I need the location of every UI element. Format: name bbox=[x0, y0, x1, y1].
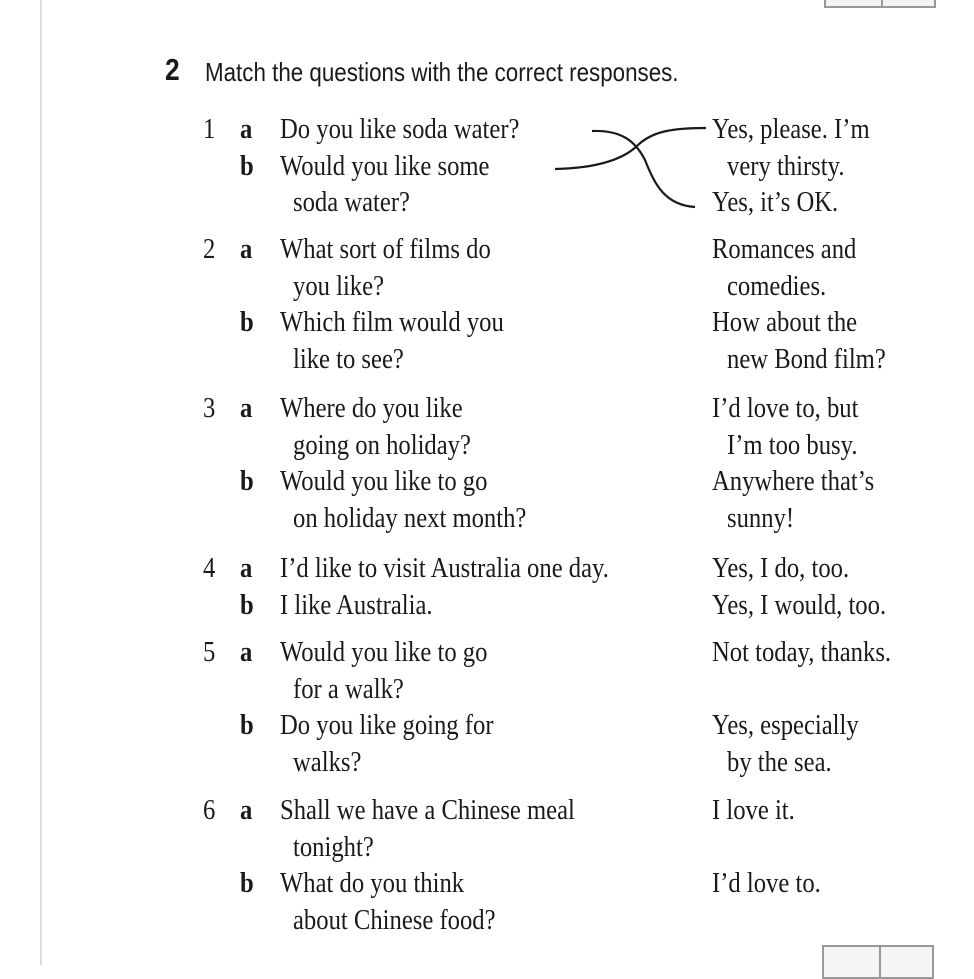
connector-1b-to-yes-please bbox=[555, 128, 706, 169]
question-text: soda water? bbox=[293, 187, 410, 218]
item-number: 3 bbox=[203, 393, 216, 424]
response-text: new Bond film? bbox=[727, 344, 886, 375]
response-text: Yes, I do, too. bbox=[712, 553, 850, 584]
item-number: 2 bbox=[203, 234, 216, 265]
response-text: very thirsty. bbox=[727, 151, 845, 182]
item-letter: b bbox=[240, 466, 254, 497]
response-text: Yes, I would, too. bbox=[712, 590, 887, 621]
item-number: 6 bbox=[203, 795, 216, 826]
question-text: Where do you like bbox=[280, 393, 463, 424]
response-text: by the sea. bbox=[727, 747, 832, 778]
item-letter: a bbox=[240, 114, 253, 145]
response-text: I’d love to, but bbox=[712, 393, 859, 424]
response-text: sunny! bbox=[727, 503, 795, 534]
item-number: 5 bbox=[203, 637, 216, 668]
question-text: What sort of films do bbox=[280, 234, 491, 265]
item-letter: a bbox=[240, 553, 253, 584]
question-text: on holiday next month? bbox=[293, 503, 527, 534]
item-letter: b bbox=[240, 151, 254, 182]
response-text: Yes, it’s OK. bbox=[712, 187, 839, 218]
item-number: 1 bbox=[203, 114, 216, 145]
exercise-instruction: Match the questions with the correct responses. bbox=[205, 57, 679, 87]
question-text: Do you like going for bbox=[280, 710, 494, 741]
question-text: about Chinese food? bbox=[293, 905, 496, 936]
item-letter: a bbox=[240, 393, 253, 424]
item-letter: b bbox=[240, 590, 254, 621]
question-text: Shall we have a Chinese meal bbox=[280, 795, 575, 826]
question-text: for a walk? bbox=[293, 674, 404, 705]
response-text: Yes, especially bbox=[712, 710, 859, 741]
response-text: Not today, thanks. bbox=[712, 637, 892, 668]
question-text: I like Australia. bbox=[280, 590, 433, 621]
response-text: I love it. bbox=[712, 795, 795, 826]
question-text: Would you like to go bbox=[280, 637, 488, 668]
question-text: Would you like some bbox=[280, 151, 490, 182]
question-text: Would you like to go bbox=[280, 466, 488, 497]
question-text: Do you like soda water? bbox=[280, 114, 520, 145]
question-text: tonight? bbox=[293, 832, 374, 863]
question-text: you like? bbox=[293, 271, 385, 302]
question-text: Which film would you bbox=[280, 307, 504, 338]
question-text: walks? bbox=[293, 747, 362, 778]
response-text: How about the bbox=[712, 307, 858, 338]
question-text: like to see? bbox=[293, 344, 404, 375]
response-text: Romances and bbox=[712, 234, 857, 265]
exercise-number: 2 bbox=[165, 52, 180, 87]
response-text: comedies. bbox=[727, 271, 827, 302]
response-text: I’d love to. bbox=[712, 868, 821, 899]
question-text: I’d like to visit Australia one day. bbox=[280, 553, 609, 584]
item-letter: a bbox=[240, 637, 253, 668]
item-letter: b bbox=[240, 710, 254, 741]
item-number: 4 bbox=[203, 553, 216, 584]
question-text: What do you think bbox=[280, 868, 465, 899]
response-text: Anywhere that’s bbox=[712, 466, 875, 497]
item-letter: a bbox=[240, 795, 253, 826]
item-letter: b bbox=[240, 307, 254, 338]
item-letter: b bbox=[240, 868, 254, 899]
connector-1a-to-yes-its-ok bbox=[592, 131, 695, 207]
response-text: I’m too busy. bbox=[727, 430, 858, 461]
item-letter: a bbox=[240, 234, 253, 265]
response-text: Yes, please. I’m bbox=[712, 114, 870, 145]
question-text: going on holiday? bbox=[293, 430, 471, 461]
